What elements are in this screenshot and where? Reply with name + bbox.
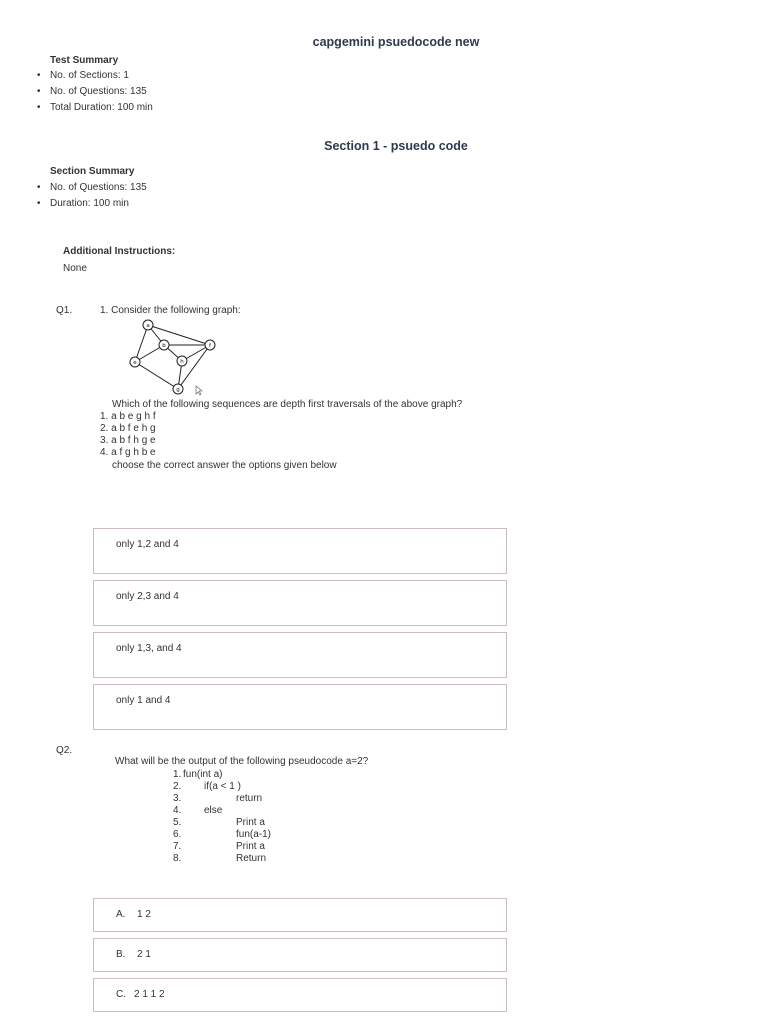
list-item: • No. of Questions: 135	[38, 180, 147, 196]
code-line-text: else	[204, 805, 223, 816]
option-label: only 1,2 and 4	[116, 539, 179, 550]
graph-node-h	[177, 356, 187, 366]
option-letter: B.	[116, 949, 126, 960]
q2-option-a[interactable]	[93, 898, 507, 932]
q1-option-2[interactable]	[93, 580, 507, 626]
code-line-text: if(a < 1 )	[204, 781, 241, 792]
svg-text:e: e	[133, 360, 137, 366]
q1-sequence-4: 4. a f g h b e	[100, 447, 156, 458]
graph-node-g	[173, 384, 183, 394]
code-line-text: Print a	[236, 817, 265, 828]
document-title: capgemini psuedocode new	[312, 35, 480, 49]
q1-prompt: 1. Consider the following graph:	[100, 305, 241, 316]
q1-sequence-1: 1. a b e g h f	[100, 411, 156, 422]
test-summary-list	[38, 68, 153, 116]
svg-text:a: a	[146, 323, 150, 329]
q2-question: What will be the output of the following pseudocode a=2?	[115, 756, 369, 767]
option-label: only 1,3, and 4	[116, 643, 182, 654]
section-summary-list	[38, 180, 147, 212]
test-summary-heading: Test Summary	[50, 55, 119, 66]
option-label: only 1 and 4	[116, 695, 171, 706]
svg-text:h: h	[180, 359, 184, 365]
code-line-text: Return	[236, 853, 267, 864]
question-number-q1: Q1.	[56, 305, 73, 316]
code-line-number: 3.	[173, 793, 182, 804]
code-line-text: fun(int a)	[183, 769, 223, 780]
list-item: • Total Duration: 100 min	[38, 100, 153, 116]
q1-option-3[interactable]	[93, 632, 507, 678]
list-item: • No. of Questions: 135	[38, 84, 153, 100]
graph-node-a	[143, 320, 153, 330]
graph-node-f	[205, 340, 215, 350]
code-line-number: 5.	[173, 817, 182, 828]
graph-node-b	[159, 340, 169, 350]
section-summary-heading: Section Summary	[50, 166, 135, 177]
q1-sequence-3: 3. a b f h g e	[100, 435, 156, 446]
question-number-q2: Q2.	[56, 745, 73, 756]
additional-instructions-text: None	[63, 263, 87, 274]
svg-text:f: f	[209, 343, 211, 349]
code-line-number: 8.	[173, 853, 182, 864]
list-item: • Duration: 100 min	[38, 196, 147, 212]
section-title: Section 1 - psuedo code	[324, 139, 468, 153]
code-line-number: 4.	[173, 805, 182, 816]
additional-instructions-heading: Additional Instructions:	[63, 246, 176, 257]
code-line-text: return	[236, 793, 263, 804]
svg-text:g: g	[176, 387, 180, 393]
list-item: • No. of Sections: 1	[38, 68, 153, 84]
graph-node-e	[130, 357, 140, 367]
q1-option-1[interactable]	[93, 528, 507, 574]
code-line-text: Print a	[236, 841, 265, 852]
q1-instruction: choose the correct answer the options given below	[112, 460, 337, 471]
code-line-number: 1.	[173, 769, 182, 780]
svg-text:b: b	[162, 343, 166, 349]
q1-sequence-2: 2. a b f e h g	[100, 423, 156, 434]
graph-figure	[112, 316, 254, 396]
code-line-text: fun(a-1)	[236, 829, 272, 840]
option-letter: A.	[116, 909, 126, 920]
option-label: only 2,3 and 4	[116, 591, 179, 602]
q1-question: Which of the following sequences are depth first traversals of the above graph?	[112, 399, 463, 410]
option-label: 1 2	[137, 909, 151, 920]
option-letter: C.	[116, 989, 126, 1000]
code-line-number: 7.	[173, 841, 182, 852]
code-line-number: 2.	[173, 781, 182, 792]
q2-option-b[interactable]	[93, 938, 507, 972]
option-label: 2 1	[137, 949, 151, 960]
q1-option-4[interactable]	[93, 684, 507, 730]
option-label: 2 1 1 2	[134, 989, 165, 1000]
code-line-number: 6.	[173, 829, 182, 840]
q2-option-c[interactable]	[93, 978, 507, 1012]
